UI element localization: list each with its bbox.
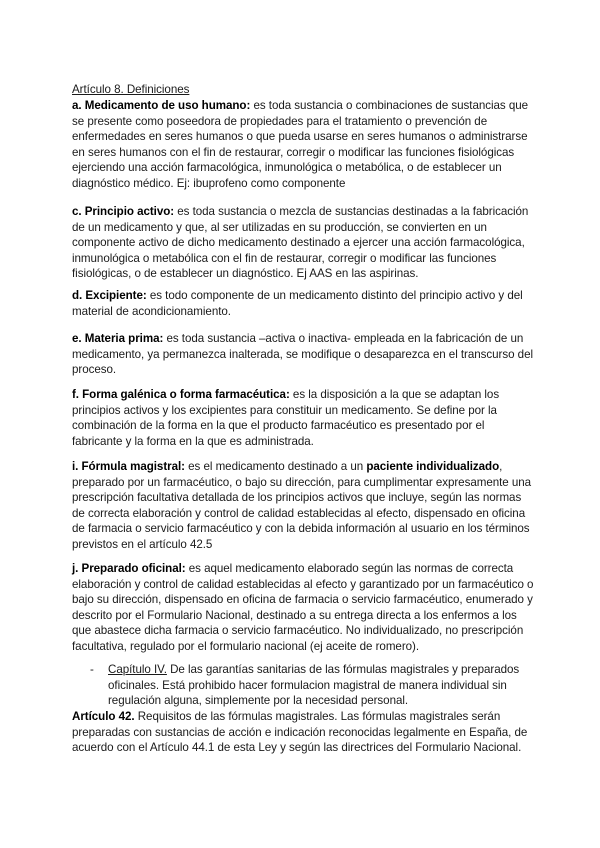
- definition-excipiente: [72, 288, 534, 319]
- articulo-42: [72, 709, 534, 756]
- definition-term: f. Forma galénica o forma farmacéutica:: [72, 388, 290, 401]
- definition-term: j. Preparado oficinal:: [72, 562, 186, 575]
- definition-text-continued: , preparado por un farmacéutico, o bajo su dirección, para cumplimentar expresamente una prescripción facultativa detallada de los principios activos que incluye, según las normas de correcta elaboración y control de calidad establecidas al efecto, dispensado en oficina de farmacia o servicio farmacéutico y con la debida información al usuario en los términos previstos en el artículo 42.5: [72, 460, 532, 551]
- definition-preparado-oficinal: [72, 561, 534, 655]
- definition-text: es todo componente de un medicamento distinto del principio activo y del material de acondicionamiento.: [72, 289, 523, 318]
- definition-text: es el medicamento destinado a un: [184, 460, 367, 473]
- list-bullet: -: [90, 663, 94, 676]
- section-title: Artículo 8. Definiciones: [72, 83, 190, 96]
- definition-term: i. Fórmula magistral:: [72, 460, 185, 473]
- definition-text: es aquel medicamento elaborado según las normas de correcta elaboración y control de calidad establecidas al efecto y garantizado por un farmacéutico o bajo su dirección, dispensado en oficina de farmacia o servicio farmacéutico, enumerado y descrito por el Formulario Nacional, destinado a su entrega directa a los enfermos a los que abastece dicha farmacia o servicio farmacéutico. No individualizado, no prescripción facultativa, regulado por el formulario nacional (ej aceite de romero).: [72, 562, 534, 653]
- definition-materia-prima: [72, 331, 534, 378]
- definition-text: es toda sustancia o combinaciones de sustancias que se presente como poseedora de propiedades para el tratamiento o prevención de enfermedades en seres humanos o que pueda usarse en seres humanos o administrarse en seres humanos con el fin de restaurar, corregir o modificar las funciones fisiológicas ejerciendo una acción farmacológica, inmunológica o metabólica, o de establecer un diagnóstico médico. Ej: ibuprofeno como componente: [72, 99, 529, 190]
- list-body: De las garantías sanitarias de las fórmulas magistrales y preparados oficinales. Está prohibido hacer formulacion magistral de manera individual sin regulación alguna, simplemente por la necesidad personal.: [108, 663, 520, 708]
- definition-forma-galenica: [72, 387, 534, 449]
- definition-term: e. Materia prima:: [72, 332, 164, 345]
- definition-formula-magistral: [72, 459, 534, 553]
- article-term: Artículo 42.: [72, 710, 135, 723]
- capitulo-iv-link[interactable]: Capítulo IV.: [108, 663, 167, 676]
- definition-text: es toda sustancia –activa o inactiva- empleada en la fabricación de un medicamento, ya permanezca inalterada, se modifique o desaparezca en el transcurso del proceso.: [72, 332, 534, 377]
- definition-principio-activo: [72, 204, 534, 282]
- definition-term: d. Excipiente:: [72, 289, 147, 302]
- definition-text: es la disposición a la que se adaptan los principios activos y los excipientes para constituir un medicamento. Se define por la combinación de la forma en la que el producto farmacéutico es presentado por el fabricante y la forma en la que es administrada.: [72, 388, 500, 448]
- article-text: Requisitos de las fórmulas magistrales. Las fórmulas magistrales serán preparadas con sustancias de acción e indicación reconocidas legalmente en España, de acuerdo con el Artículo 44.1 de esta Ley y según las directrices del Formulario Nacional.: [72, 710, 528, 755]
- definition-medicamento: [72, 98, 534, 192]
- list-text: [108, 662, 528, 709]
- definition-term: c. Principio activo:: [72, 205, 175, 218]
- definition-text: es toda sustancia o mezcla de sustancias destinadas a la fabricación de un medicamento y que, al ser utilizadas en su producción, se convierten en un componente activo de dicho medicamento destinado a ejercer una acción farmacológica, inmunológica o metabólica con el fin de restaurar, corregir o modificar las funciones fisiológicas, o de establecer un diagnóstico. Ej AAS en las aspirinas.: [72, 205, 529, 281]
- definition-emphasis: paciente individualizado: [366, 460, 500, 473]
- definition-term: a. Medicamento de uso humano:: [72, 99, 251, 112]
